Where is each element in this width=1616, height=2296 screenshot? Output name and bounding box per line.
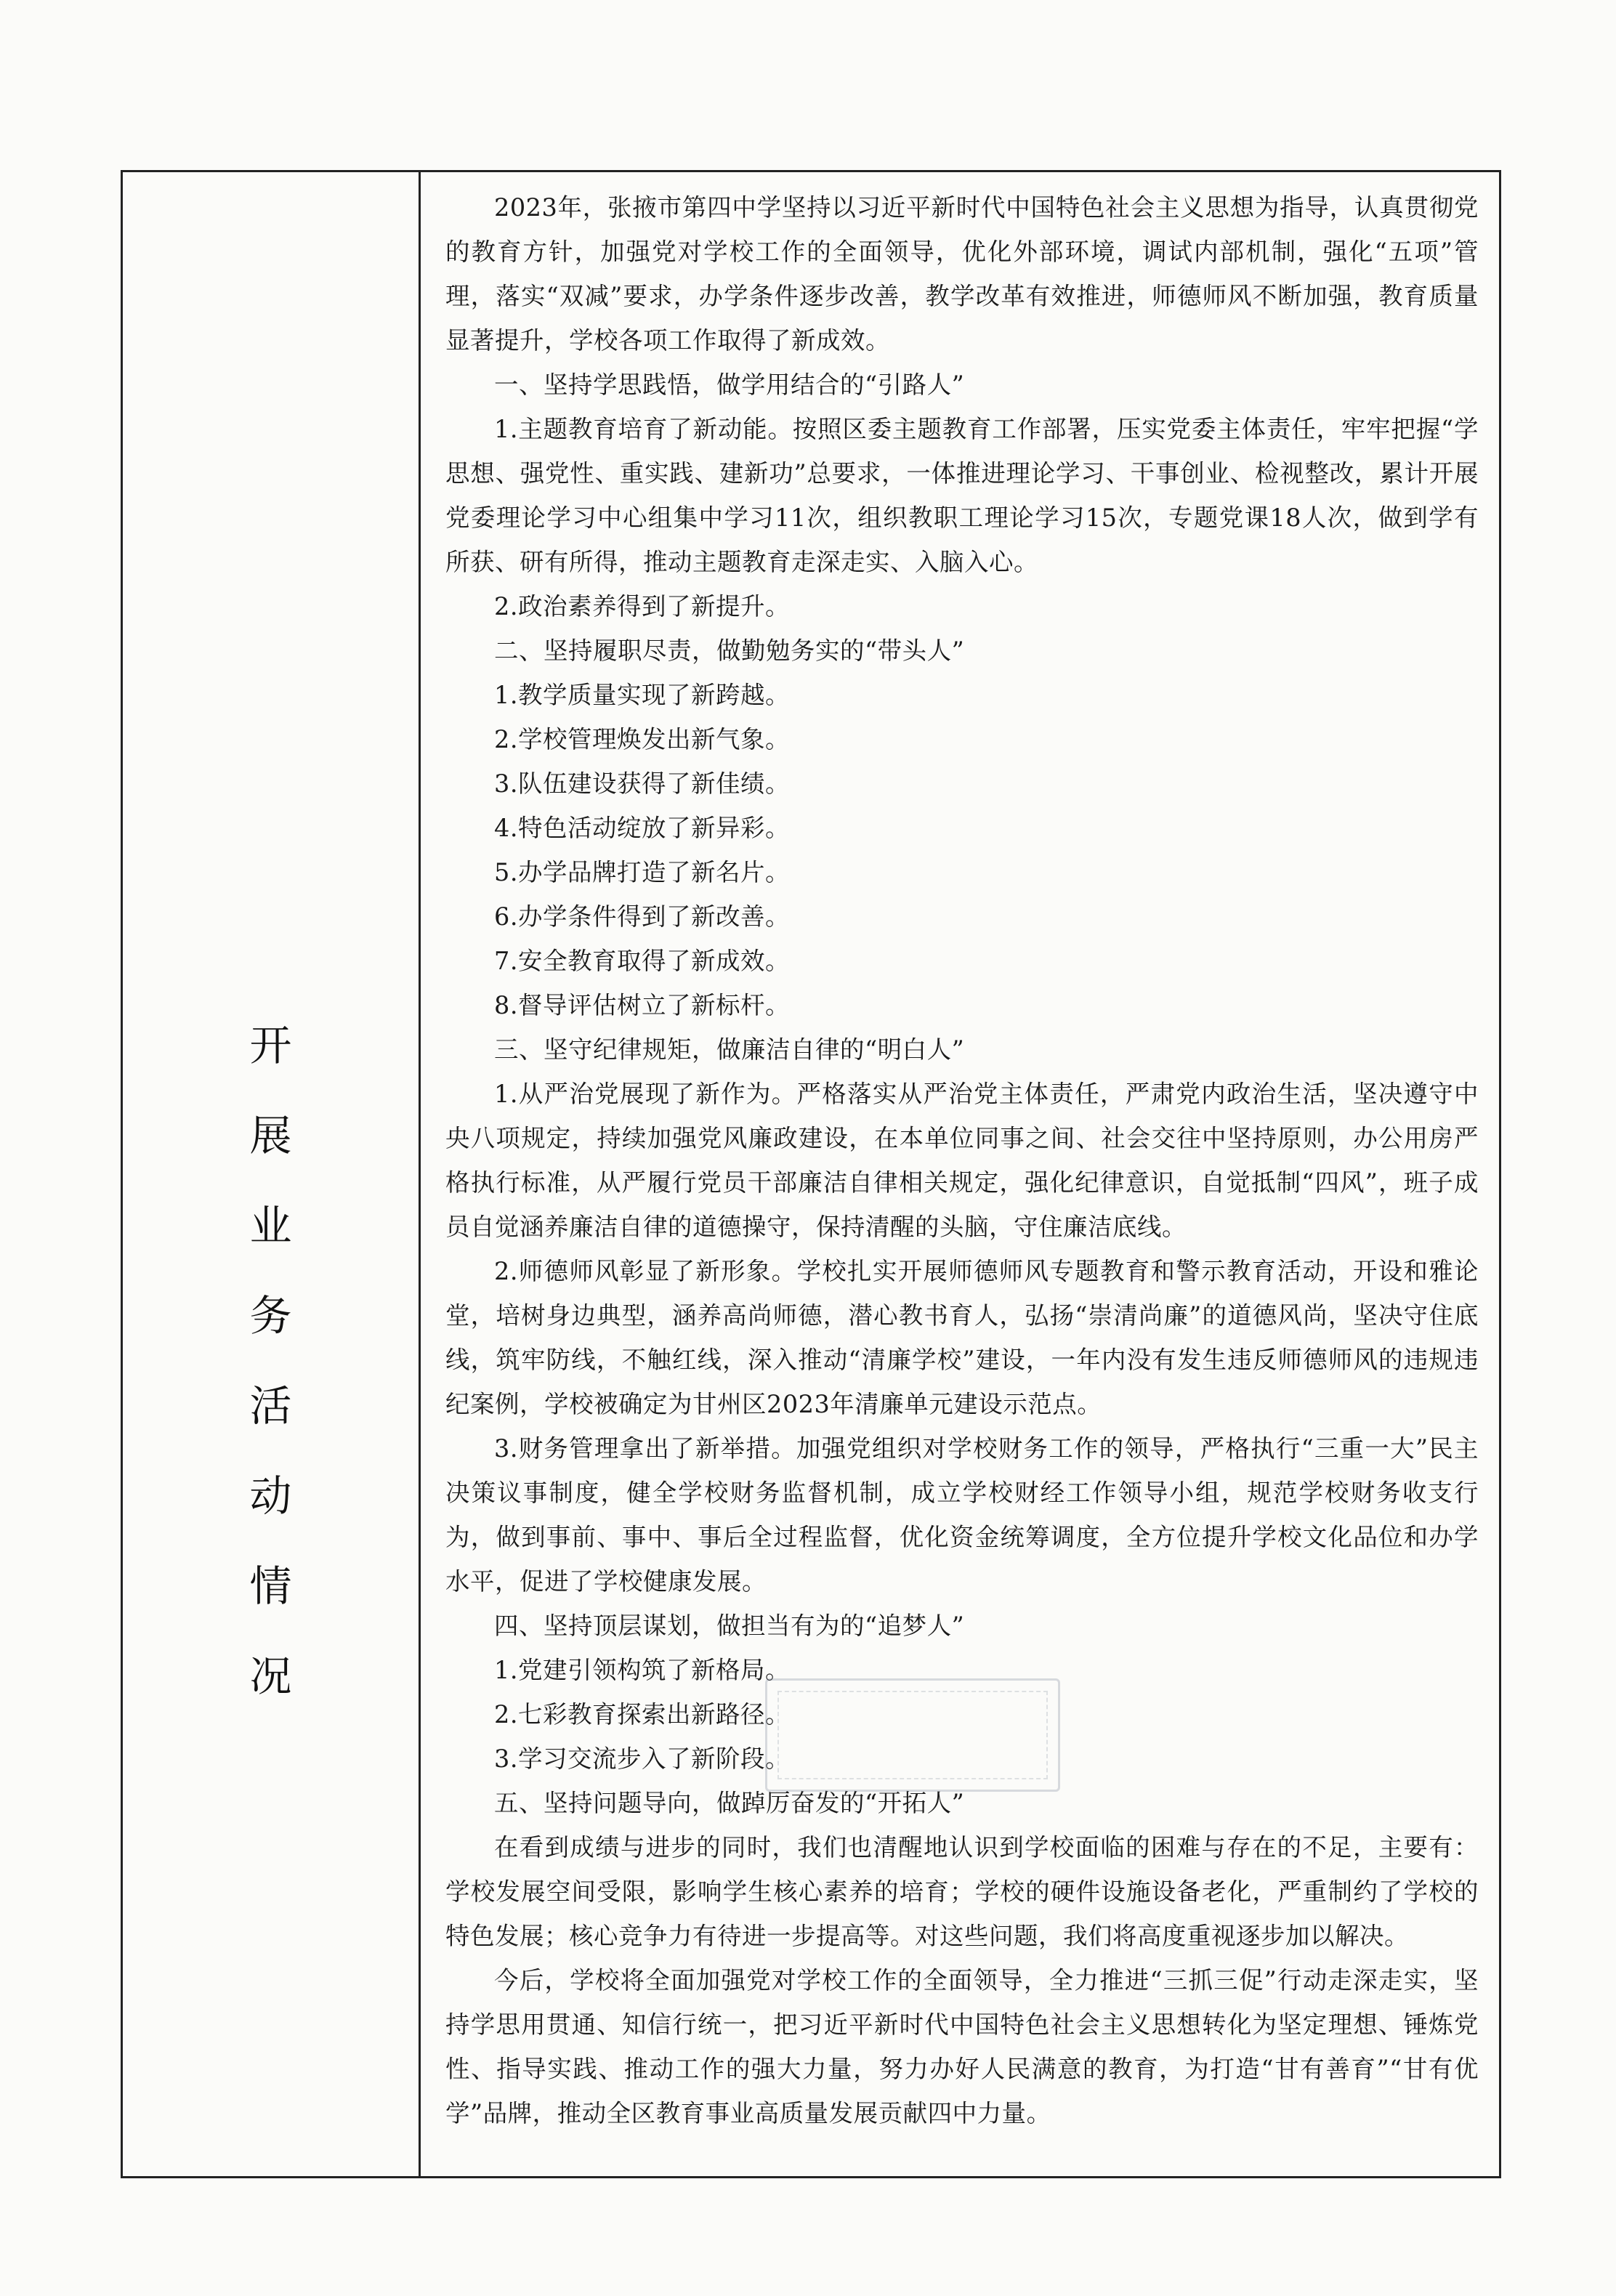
item-paragraph: 5.办学品牌打造了新名片。 [494, 858, 790, 886]
item-paragraph: 3.学习交流步入了新阶段。 [494, 1745, 790, 1773]
label-char: 开 [249, 1021, 292, 1070]
item-paragraph: 2.学校管理焕发出新气象。 [494, 725, 790, 753]
item-paragraph: 1.从严治党展现了新作为。严格落实从严治党主体责任，严肃党内政治生活，坚决遵守中央八项规定，持续加强党风廉政建设，在本单位同事之间、社会交往中坚持原则，办公用房严格执行标准，从严履行党员干部廉洁自律相关规定，强化纪律意识，自觉抵制“四风”，班子成员自觉涵养廉洁自律的道德操守，保持清醒的头脑，守住廉洁底线。 [445, 1080, 1479, 1241]
label-char: 情 [249, 1561, 292, 1611]
item-paragraph: 1.主题教育培育了新动能。按照区委主题教育工作部署，压实党委主体责任，牢牢把握“学思想、强党性、重实践、建新功”总要求，一体推进理论学习、干事创业、检视整改，累计开展党委理论学习中心组集中学习11次，组织教职工理论学习15次，专题党课18人次，做到学有所获、研有所得，推动主题教育走深走实、入脑入心。 [445, 415, 1479, 576]
item-paragraph: 2.政治素养得到了新提升。 [494, 592, 790, 621]
label-char: 业 [249, 1201, 292, 1250]
closing-paragraph: 今后，学校将全面加强党对学校工作的全面领导，全力推进“三抓三促”行动走深走实，坚持学思用贯通、知信行统一，把习近平新时代中国特色社会主义思想转化为坚定理想、锤炼党性、指导实践、推动工作的强大力量，努力办好人民满意的教育，为打造“甘有善育”“甘有优学”品牌，推动全区教育事业高质量发展贡献四中力量。 [445, 1966, 1479, 2127]
row-label [123, 1001, 419, 1721]
label-char: 展 [249, 1111, 292, 1160]
section-heading-4: 四、坚持顶层谋划，做担当有为的“追梦人” [494, 1612, 965, 1640]
label-char: 务 [249, 1291, 292, 1341]
content-cell [421, 172, 1499, 2176]
section-heading-5: 五、坚持问题导向，做踔厉奋发的“开拓人” [494, 1789, 965, 1817]
item-paragraph: 3.财务管理拿出了新举措。加强党组织对学校财务工作的领导，严格执行“三重一大”民主决策议事制度，健全学校财务监督机制，成立学校财经工作领导小组，规范学校财务收支行为，做到事前、事中、事后全过程监督，优化资金统筹调度，全方位提升学校文化品位和办学水平，促进了学校健康发展。 [445, 1434, 1479, 1596]
section-heading-3: 三、坚守纪律规矩，做廉洁自律的“明白人” [494, 1035, 965, 1064]
label-char: 活 [249, 1381, 292, 1431]
problems-paragraph: 在看到成绩与进步的同时，我们也清醒地认识到学校面临的困难与存在的不足，主要有：学校发展空间受限，影响学生核心素养的培育；学校的硬件设施设备老化，严重制约了学校的特色发展；核心竞争力有待进一步提高等。对这些问题，我们将高度重视逐步加以解决。 [445, 1833, 1479, 1950]
section-heading-2: 二、坚持履职尽责，做勤勉务实的“带头人” [494, 636, 965, 665]
item-paragraph: 4.特色活动绽放了新异彩。 [494, 814, 790, 842]
item-paragraph: 2.七彩教育探索出新路径。 [494, 1700, 790, 1729]
label-char: 动 [249, 1471, 292, 1521]
form-table [121, 170, 1501, 2178]
intro-paragraph: 2023年，张掖市第四中学坚持以习近平新时代中国特色社会主义思想为指导，认真贯彻党的教育方针，加强党对学校工作的全面领导，优化外部环境，调试内部机制，强化“五项”管理，落实“双减”要求，办学条件逐步改善，教学改革有效推进，师德师风不断加强，教育质量显著提升，学校各项工作取得了新成效。 [445, 193, 1479, 355]
section-heading-1: 一、坚持学思践悟，做学用结合的“引路人” [494, 371, 965, 399]
item-paragraph: 7.安全教育取得了新成效。 [494, 947, 790, 975]
item-paragraph: 1.党建引领构筑了新格局。 [494, 1656, 790, 1684]
label-cell [123, 172, 421, 2176]
item-paragraph: 8.督导评估树立了新标杆。 [494, 991, 790, 1019]
label-char: 况 [249, 1652, 292, 1701]
item-paragraph: 1.教学质量实现了新跨越。 [494, 681, 790, 709]
item-paragraph: 2.师德师风彰显了新形象。学校扎实开展师德师风专题教育和警示教育活动，开设和雅论堂，培树身边典型，涵养高尚师德，潜心教书育人，弘扬“崇清尚廉”的道德风尚，坚决守住底线，筑牢防线，不触红线，深入推动“清廉学校”建设，一年内没有发生违反师德师风的违规违纪案例，学校被确定为甘州区2023年清廉单元建设示范点。 [445, 1257, 1479, 1418]
item-paragraph: 6.办学条件得到了新改善。 [494, 902, 790, 931]
item-paragraph: 3.队伍建设获得了新佳绩。 [494, 769, 790, 798]
